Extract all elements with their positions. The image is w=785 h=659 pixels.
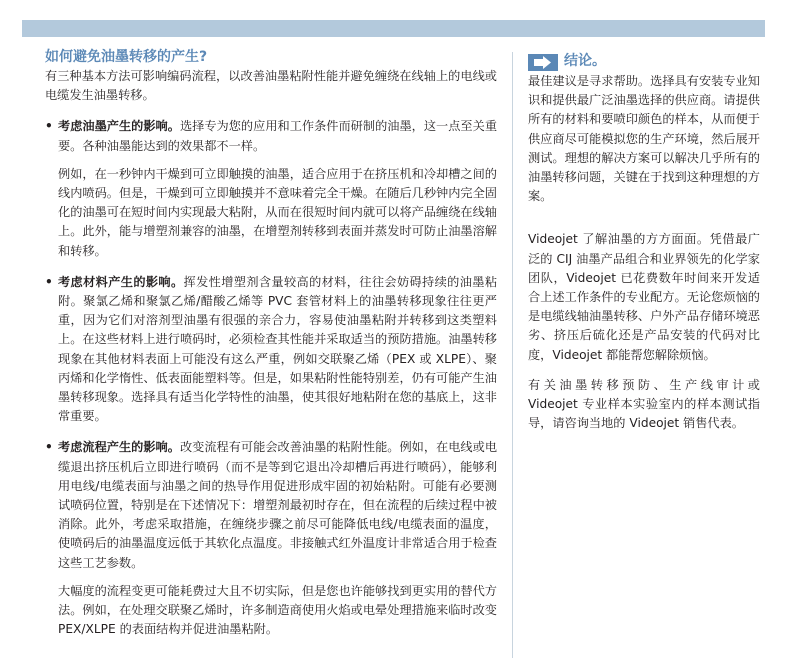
bullet-lead: 考虑流程产生的影响。 — [58, 440, 180, 455]
conclusion-paragraph-2: Videojet 了解油墨的方方面面。凭借最广泛的 CIJ 油墨产品组合和业界领先的化学家团队，Videojet 已花费数年时间来开发适合上述工作条件的专业配方。无论您烦恼的是电缆线轴油墨转移、户外产品存储环境恶劣、挤压后硫化还是产品安装的代码对比度，Videojet 都能帮您解除烦恼。 — [528, 232, 760, 362]
bullet-dot: • — [45, 274, 53, 289]
sidebar-column — [528, 52, 760, 433]
conclusion-title: 结论。 — [564, 53, 606, 70]
intro-paragraph: 有三种基本方法可影响编码流程，以改善油墨粘附性能并避免缠绕在线轴上的电线或电缆发生油墨转移。 — [45, 69, 497, 103]
bullet-extra: 大幅度的流程变更可能耗费过大且不切实际，但是您也许能够找到更实用的替代方法。例如，在处理交联聚乙烯时，许多制造商使用火焰或电晕处理措施来临时改变 PEX/XLPE 的表面结构并促进油墨粘附。 — [58, 583, 497, 637]
bullet-extra: 例如，在一秒钟内干燥到可立即触摸的油墨，适合应用于在挤压机和冷却槽之间的线内喷码。但是，干燥到可立即触摸并不意味着完全干燥。在随后几秒钟内完全固化的油墨可在短时间内实现最大粘附，从而在很短时间内就可以将产品缠绕在线轴上。此外，能与增塑剂兼容的油墨，在增塑剂转移到表面并蒸发时可防止油墨溶解和转移。 — [58, 166, 497, 258]
header-band — [22, 20, 765, 37]
bullet-text: 选择专为您的应用和工作条件而研制的油墨，这一点至关重要。各种油墨能达到的效果都不一样。 — [58, 119, 498, 153]
bullet-process — [45, 438, 497, 639]
conclusion-header — [528, 52, 760, 72]
bullet-lead: 考虑油墨产生的影响。 — [58, 119, 180, 134]
section-heading: 如何避免油墨转移的产生? — [45, 49, 208, 65]
bullet-text: 挥发性增塑剂含量较高的材料，往往会妨碍持续的油墨粘附。聚氯乙烯和聚氯乙烯/醋酸乙烯等 PVC 套管材料上的油墨转移现象往往更严重，因为它们对溶剂型油墨有很强的亲合力，容易使油墨粘附并转移到这类塑料上。在这些材料上进行喷码时，必须检查其性能并采取适当的预防措施。油墨转移现象在其他材料表面上可能没有这么严重，例如交联聚乙烯（PEX 或 XLPE）、聚丙烯和化学惰性、低表面能塑料等。但是，如果粘附性能特别差，仍有可能产生油墨转移现象。选择具有适当化学特性的油墨，使其很好地粘附在您的基底上，这非常重要。 — [58, 274, 498, 424]
main-column — [45, 48, 497, 639]
bullet-dot: • — [45, 440, 53, 455]
bullet-text: 改变流程有可能会改善油墨的粘附性能。例如，在电线或电缆退出挤压机后立即进行喷码（而不是等到它退出冷却槽后再进行喷码），能够利用电线/电缆表面与油墨之间的热导作用促进形成牢固的初始粘附。可能有必要测试喷码位置，特别是在下述情况下：增塑剂最初时存在，但在流程的后续过程中被消除。此外，考虑采取措施，在缠绕步骤之前尽可能降低电线/电缆表面的温度，使喷码后的油墨温度远低于其软化点温度。非接触式红外温度计非常适合用于检查这些工艺参数。 — [58, 440, 498, 570]
bullet-ink — [45, 117, 497, 260]
bullet-lead: 考虑材料产生的影响。 — [58, 274, 184, 289]
column-divider — [512, 52, 513, 658]
bullet-material — [45, 273, 497, 427]
conclusion-paragraph-1: 最佳建议是寻求帮助。选择具有安装专业知识和提供最广泛油墨选择的供应商。请提供所有的材料和要喷印颜色的样本，从而便于供应商尽可能模拟您的生产环境，然后展开测试。理想的解决方案可以解决几乎所有的油墨转移问题，关键在于找到这种理想的方案。 — [528, 74, 760, 204]
arrow-right-icon — [528, 54, 558, 71]
bullet-dot: • — [45, 119, 53, 134]
conclusion-paragraph-3: 有关油墨转移预防、生产线审计或 Videojet 专业样本实验室内的样本测试指导，请咨询当地的 Videojet 销售代表。 — [528, 377, 760, 431]
